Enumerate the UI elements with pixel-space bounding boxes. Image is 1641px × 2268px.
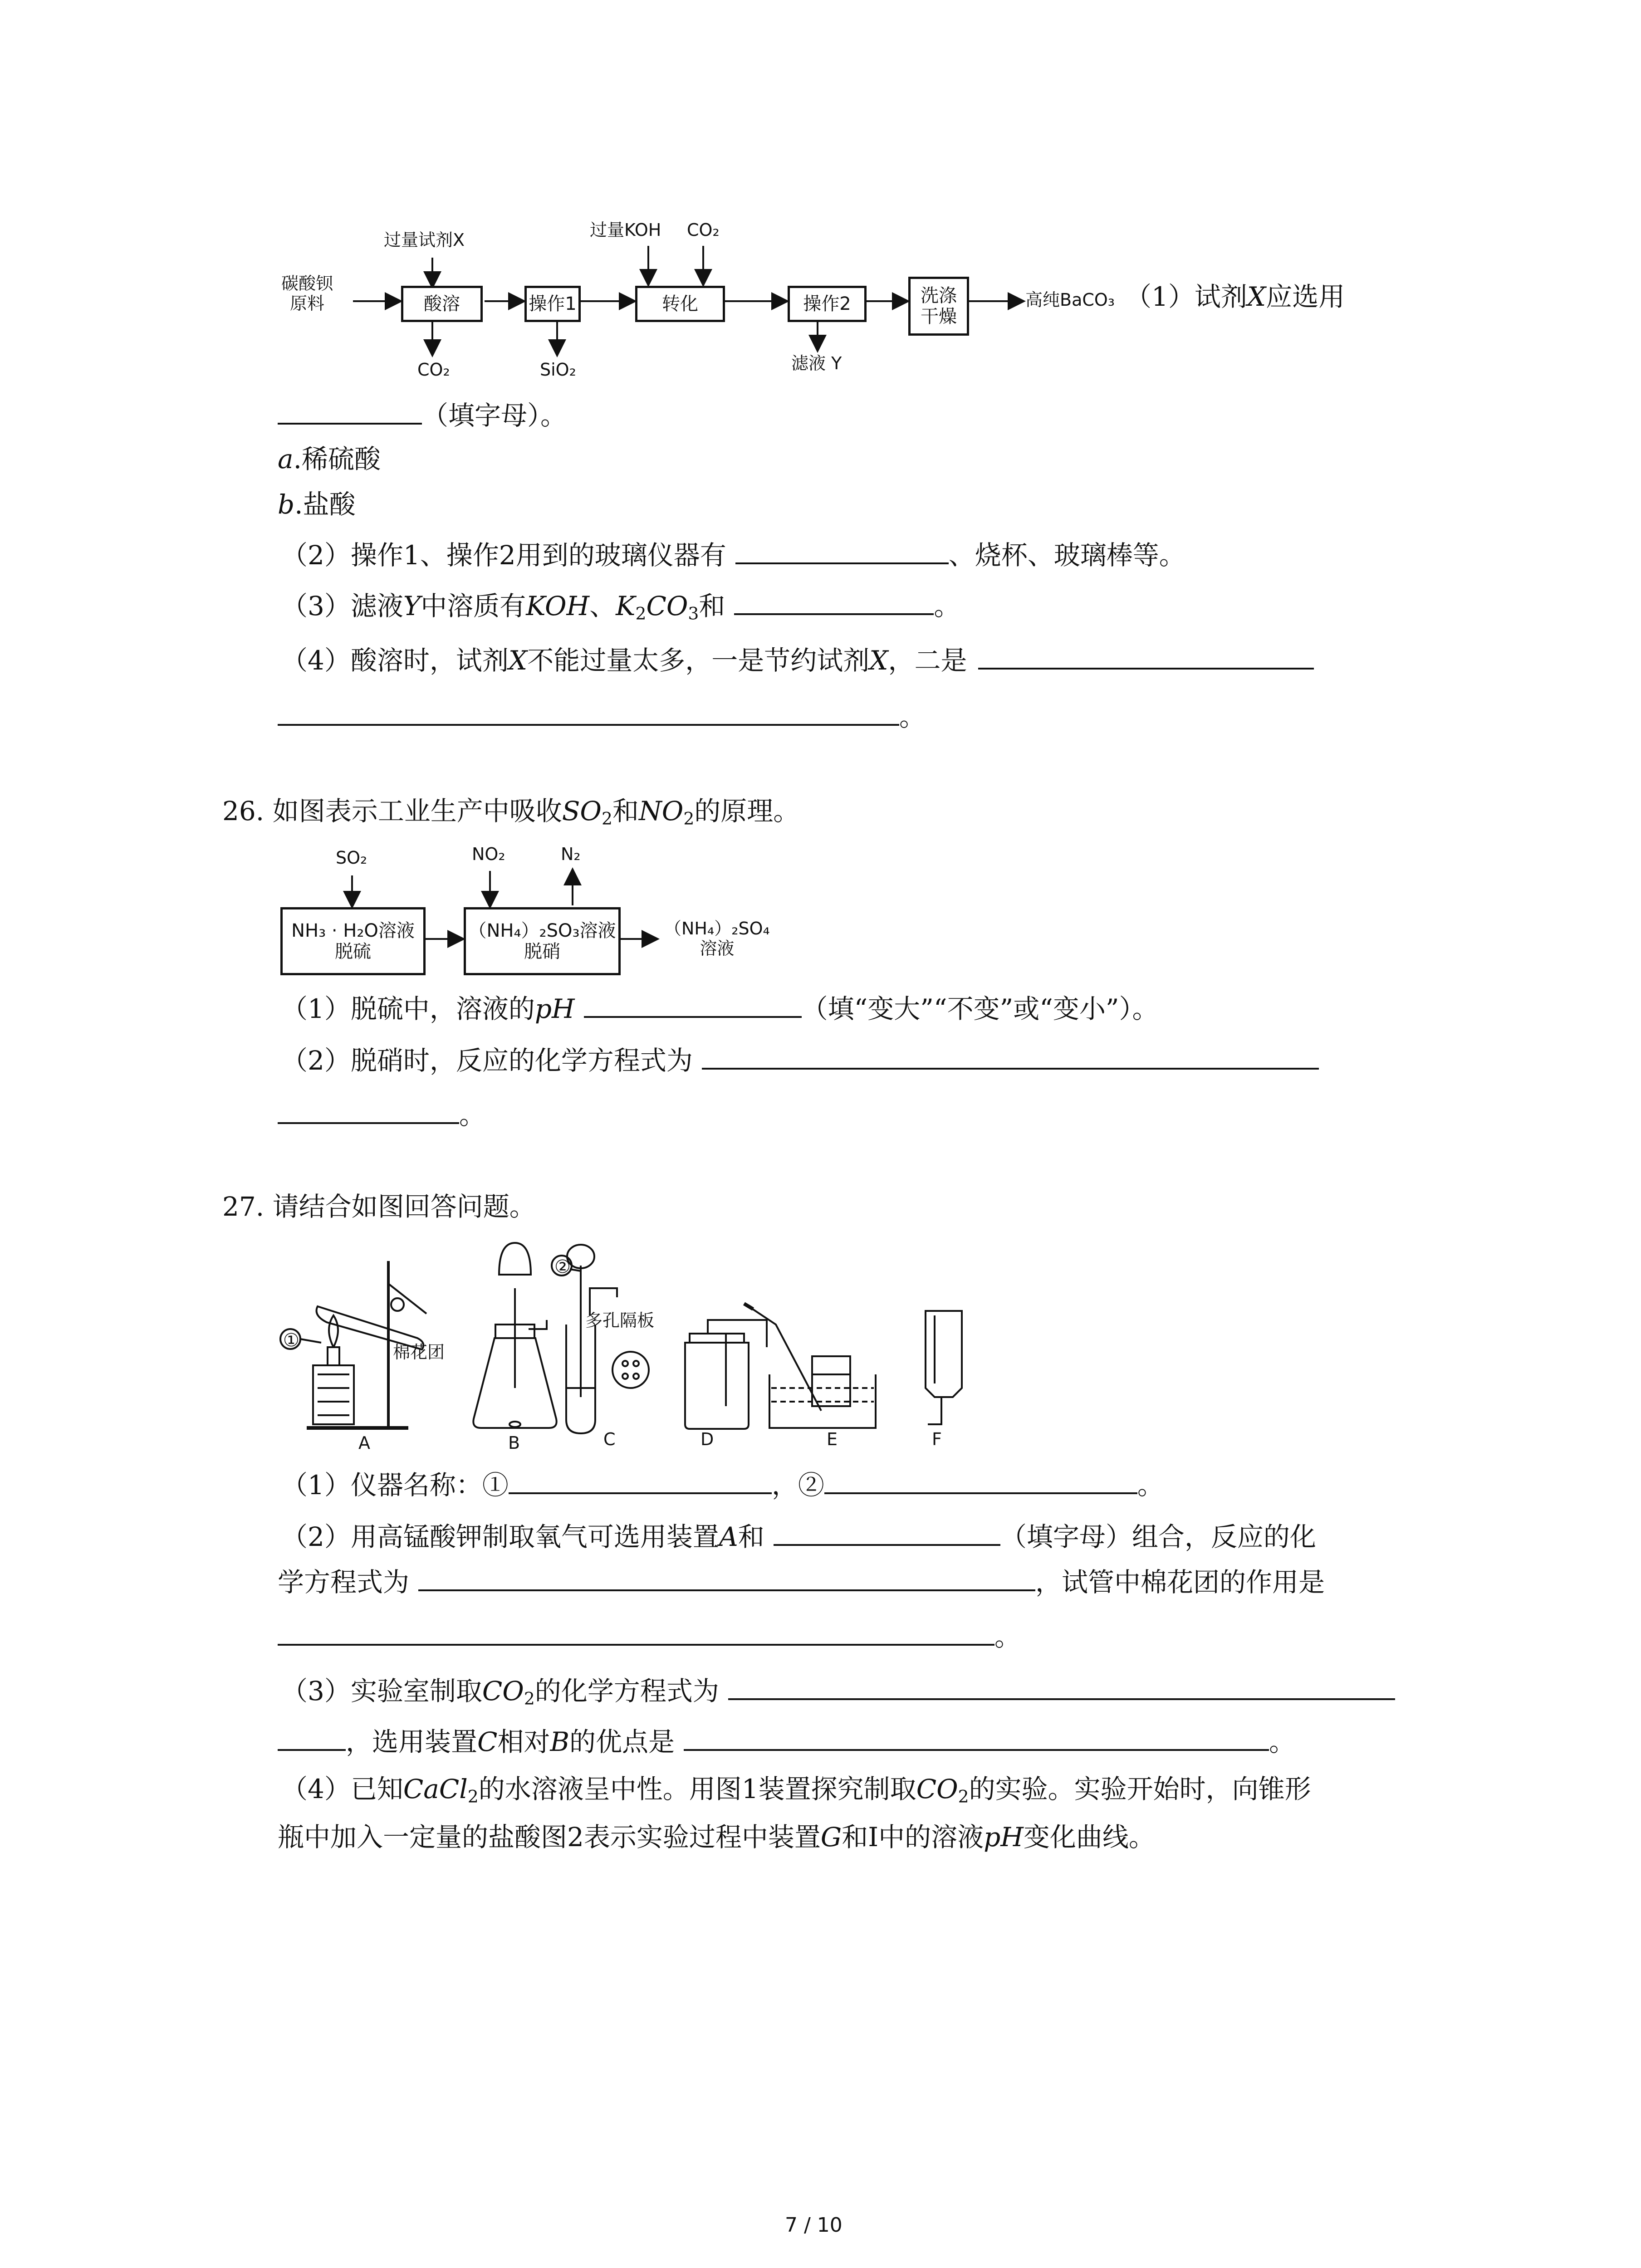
- q27-part2-line3: 。: [278, 1618, 1021, 1653]
- flow-out-co2: CO₂: [417, 360, 450, 380]
- answer-blank[interactable]: [418, 1564, 1035, 1591]
- label-b: B: [508, 1433, 520, 1453]
- q27-part4: （4）已知CaCl$_2$的水溶液呈中性。用图1装置探究制取$CO_2$的实验。实验开始时，向锥形: [281, 1774, 1311, 1807]
- q25-option-b: b.盐酸: [278, 489, 356, 520]
- page-number: 7 / 10: [785, 2214, 843, 2237]
- q27-part1: （1）仪器名称：① ，② 。: [281, 1467, 1164, 1501]
- label-cotton: 棉花团: [393, 1342, 445, 1362]
- flow-step-op1: 操作1: [524, 286, 581, 322]
- q25-part3: （3）滤液Y中溶质有KOH、$K_2CO_3$和 。: [281, 588, 960, 630]
- q25-part1-cont: （填字母）。: [278, 397, 567, 432]
- q27-part3: （3）实验室制取$CO_2$的化学方程式为: [281, 1673, 1395, 1715]
- mark-1: ①: [283, 1330, 299, 1351]
- flow-box-desulfurize: NH₃ · H₂O溶液 脱硫: [280, 907, 426, 975]
- q26-part2-cont: 。: [278, 1097, 485, 1131]
- flow-in-so2: SO₂: [336, 848, 367, 868]
- q25-option-a: a.稀硫酸: [278, 444, 381, 474]
- label-a: A: [358, 1433, 370, 1453]
- flow-start-material: 碳酸钡 原料: [281, 274, 333, 313]
- flow-in-no2: NO₂: [472, 844, 505, 864]
- flow-step-op2: 操作2: [788, 286, 867, 322]
- q25-part4-cont: 。: [278, 699, 926, 733]
- answer-blank[interactable]: [774, 1519, 1000, 1546]
- flow-step-wash: 洗涤 干燥: [908, 277, 969, 336]
- label-porous-plate: 多孔隔板: [585, 1310, 655, 1330]
- apparatus-e: [744, 1304, 876, 1428]
- flow-reagent-x: 过量试剂X: [384, 230, 465, 250]
- q26-stem: 26. 如图表示工业生产中吸收$SO_2$和$NO_2$的原理。: [222, 796, 800, 829]
- flow-product-sulfate: （NH₄）₂SO₄ 溶液: [664, 919, 770, 958]
- flow-out-filtrate: 滤液 Y: [791, 353, 842, 373]
- label-e: E: [827, 1429, 838, 1449]
- q26-part2: （2）脱硝时，反应的化学方程式为: [281, 1042, 1319, 1077]
- flow-out-n2: N₂: [561, 844, 581, 864]
- answer-blank[interactable]: [509, 1467, 772, 1494]
- flow-in-co2: CO₂: [687, 220, 720, 240]
- q25-part1: （1）试剂X应选用: [1125, 281, 1345, 312]
- answer-blank[interactable]: [728, 1673, 1395, 1700]
- flow-step-convert: 转化: [635, 286, 725, 322]
- answer-blank[interactable]: [278, 1724, 346, 1751]
- label-d: D: [700, 1429, 714, 1449]
- apparatus-b: [473, 1243, 556, 1428]
- q25-part4: （4）酸溶时，试剂X不能过量太多，一是节约试剂X，二是: [281, 642, 1314, 677]
- q27-part3-line2: ，选用装置C相对B的优点是 。: [278, 1724, 1295, 1758]
- apparatus-f: [926, 1311, 962, 1424]
- flow-product: 高纯BaCO₃: [1025, 290, 1115, 310]
- q26-part1: （1）脱硫中，溶液的pH （填“变大”“不变”或“变小”）。: [281, 991, 1159, 1025]
- flow-box-denitrify: （NH₄）₂SO₃溶液 脱硝: [464, 907, 621, 975]
- q27-part2: （2）用高锰酸钾制取氧气可选用装置A和 （填字母）组合，反应的化: [281, 1519, 1316, 1553]
- q27-part4-line2: 瓶中加入一定量的盐酸图2表示实验过程中装置G和Ⅰ中的溶液pH变化曲线。: [278, 1822, 1155, 1853]
- answer-blank[interactable]: [684, 1724, 1269, 1751]
- answer-blank[interactable]: [824, 1467, 1137, 1494]
- apparatus-d: [685, 1320, 767, 1429]
- label-c: C: [603, 1429, 616, 1449]
- label-f: F: [932, 1429, 942, 1449]
- flow-step-dissolve: 酸溶: [401, 286, 483, 322]
- answer-blank[interactable]: [278, 1618, 994, 1646]
- q27-stem: 27. 请结合如图回答问题。: [222, 1191, 536, 1222]
- flow-out-sio2: SiO₂: [540, 360, 576, 380]
- flow-in-koh: 过量KOH: [590, 220, 661, 240]
- mark-2: ②: [554, 1256, 571, 1277]
- q27-part2-line2: 学方程式为 ，试管中棉花团的作用是: [278, 1564, 1325, 1598]
- q25-part2: （2）操作1、操作2用到的玻璃仪器有 、烧杯、玻璃棒等。: [281, 537, 1185, 572]
